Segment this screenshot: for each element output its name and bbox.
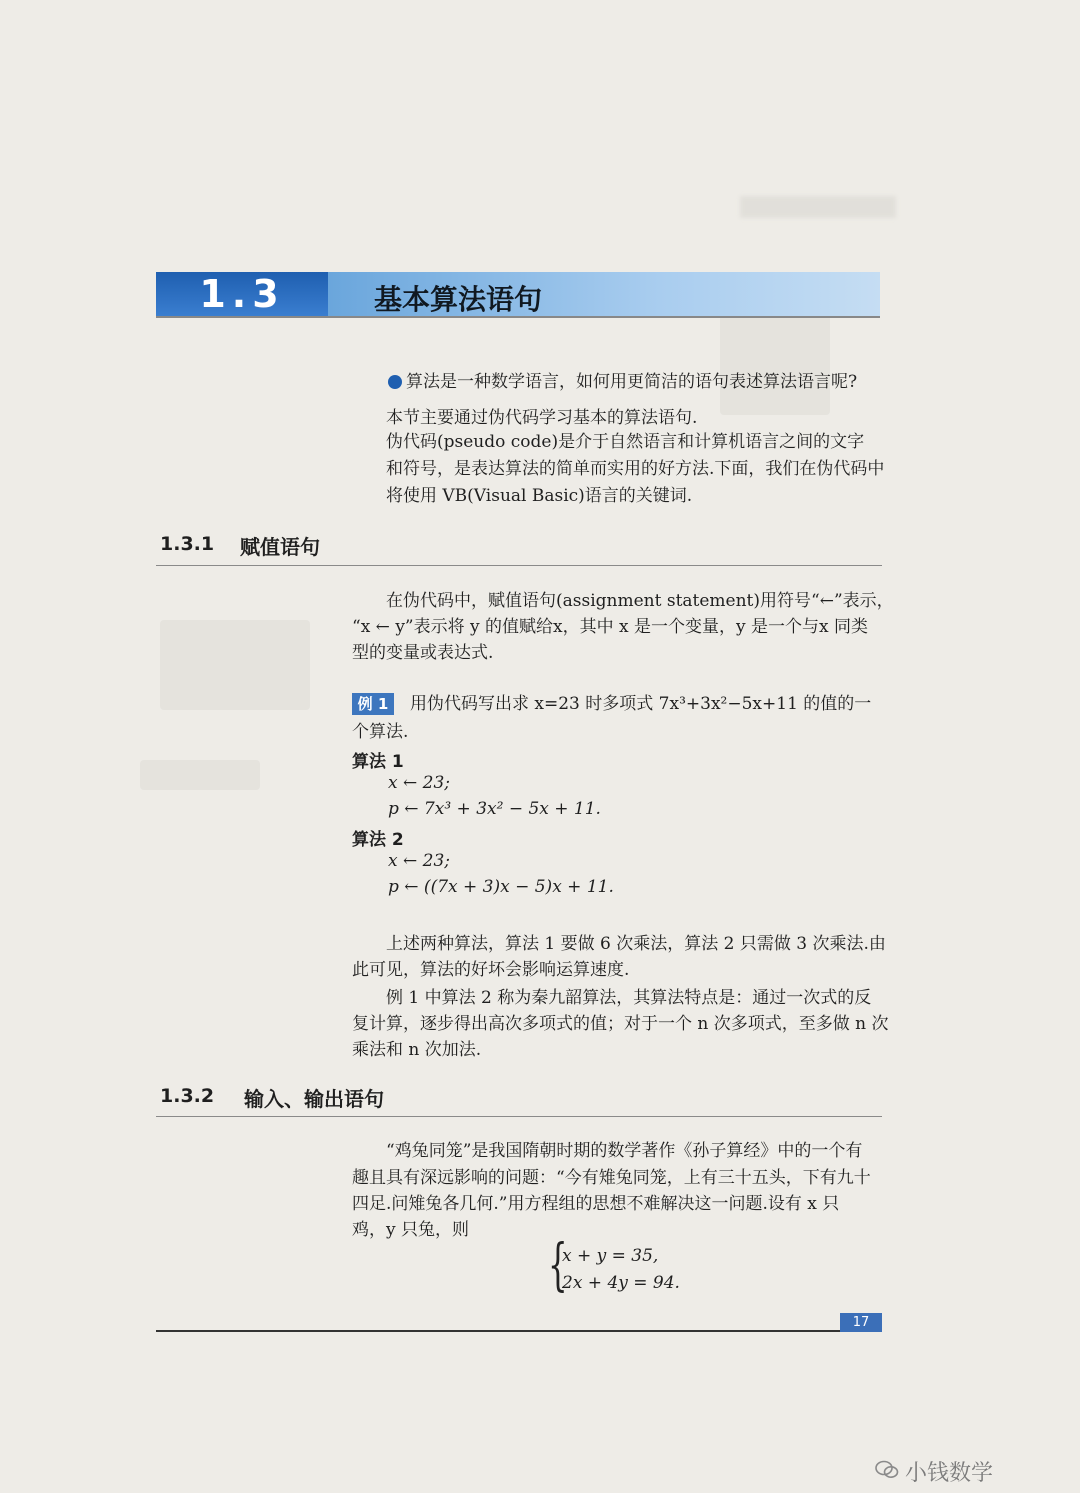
s132-line: 四足.问雉兔各几何.”用方程组的思想不难解决这一问题.设有 x 只	[352, 1194, 840, 1214]
page-number: 17	[840, 1313, 882, 1332]
section-number: 1.3	[156, 272, 328, 316]
subsection-number: 1.3.1	[160, 533, 215, 555]
s131-line: 型的变量或表达式.	[352, 643, 494, 663]
s132-line: 趣且具有深远影响的问题：“今有雉兔同笼，上有三十五头，下有九十	[352, 1168, 871, 1188]
wechat-icon	[875, 1460, 899, 1480]
bullet-dot-icon	[388, 375, 402, 389]
section-title: 基本算法语句	[374, 283, 543, 316]
analysis-line: 上述两种算法，算法 1 要做 6 次乘法，算法 2 只需做 3 次乘法.由	[386, 934, 886, 954]
header-rule	[156, 316, 880, 318]
intro-line: 伪代码(pseudo code)是介于自然语言和计算机语言之间的文字	[386, 432, 865, 452]
subsection-rule	[156, 565, 882, 566]
s131-line: “x ← y”表示将 y 的值赋给x，其中 x 是一个变量，y 是一个与x 同类	[352, 617, 869, 637]
intro-line: 将使用 VB(Visual Basic)语言的关键词.	[386, 486, 693, 506]
subsection-rule	[156, 1116, 882, 1117]
analysis-line: 复计算，逐步得出高次多项式的值；对于一个 n 次多项式，至多做 n 次	[352, 1014, 889, 1034]
intro-line: 本节主要通过伪代码学习基本的算法语句.	[386, 408, 698, 428]
equation-line: 2x + 4y = 94.	[562, 1273, 680, 1293]
algorithm-1-line: x ← 23;	[388, 773, 450, 793]
intro-question: 算法是一种数学语言，如何用更简洁的语句表述算法语言呢?	[406, 372, 858, 392]
s132-line: “鸡兔同笼”是我国隋朝时期的数学著作《孙子算经》中的一个有	[386, 1141, 863, 1161]
subsection-title: 赋值语句	[240, 535, 320, 559]
equation-brace: {	[548, 1233, 568, 1298]
subsection-number: 1.3.2	[160, 1085, 215, 1107]
s131-line: 在伪代码中，赋值语句(assignment statement)用符号“←”表示，	[386, 591, 894, 611]
algorithm-2-line: x ← 23;	[388, 851, 450, 871]
analysis-line: 例 1 中算法 2 称为秦九韶算法，其算法特点是：通过一次式的反	[386, 988, 872, 1008]
watermark-text: 小钱数学	[905, 1461, 994, 1486]
example-line: 用伪代码写出求 x=23 时多项式 7x³+3x²−5x+11 的值的一	[410, 694, 872, 714]
analysis-line: 乘法和 n 次加法.	[352, 1040, 482, 1060]
algorithm-1-line: p ← 7x³ + 3x² − 5x + 11.	[388, 799, 601, 819]
subsection-title: 输入、输出语句	[244, 1087, 384, 1111]
algorithm-1-label: 算法 1	[352, 752, 404, 772]
example-tag: 例 1	[352, 693, 394, 715]
s132-line: 鸡，y 只兔，则	[352, 1220, 470, 1240]
example-line: 个算法.	[352, 722, 409, 742]
equation-line: x + y = 35,	[562, 1246, 659, 1266]
footer-rule	[156, 1330, 882, 1332]
bleed-through-box	[140, 760, 260, 790]
bleed-through-flowchart	[160, 620, 310, 710]
algorithm-2-label: 算法 2	[352, 830, 404, 850]
algorithm-2-line: p ← ((7x + 3)x − 5)x + 11.	[388, 877, 614, 897]
bleed-through-strip	[740, 196, 896, 218]
analysis-line: 此可见，算法的好坏会影响运算速度.	[352, 960, 630, 980]
intro-line: 和符号，是表达算法的简单而实用的好方法.下面，我们在伪代码中	[386, 459, 885, 479]
